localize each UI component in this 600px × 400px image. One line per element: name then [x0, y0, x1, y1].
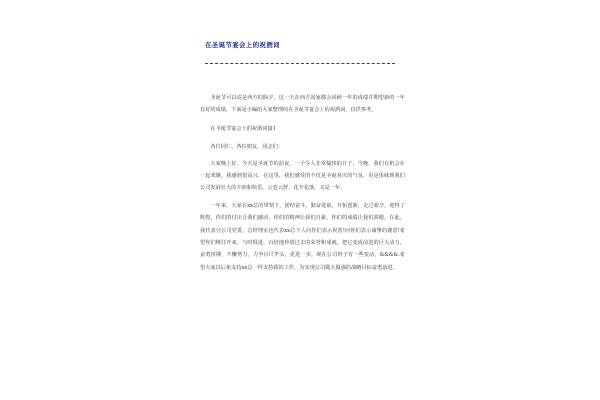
body-paragraph-1: 大家晚上好。今天是圣诞节的前夜，一个令人非常愉快的日子，今晚，我们有机会在一起欢聚，我感到很高兴，在这里，我们感受的不仅是圣诞喜庆的气氛，更是体味到我们公司发展壮大的丰润和快乐。云卷云舒，花开花落，又是一年。 — [200, 160, 405, 192]
section-heading: 在圣诞节宴会上的祝酒词篇1 — [210, 125, 276, 132]
intro-paragraph: 圣诞节可以说是西方的除夕，这一天在西方国家都会回顾一年的成绩并期望新的一年有好的成绩，下面是小编给大家整理的在圣诞节宴会上的祝酒词，仅供参考。 — [200, 95, 405, 114]
document-title: 在圣诞节宴会上的祝酒词 — [205, 41, 280, 49]
body-paragraph-2: 一年来，大家在xx总的带领下，团结奋斗，勤奋进取，开拓创新，走过艰辛，迎得了辉煌，你们的付出让我们感动，你们的精神让我们自豪，你们的成绩让我们骄傲，在此，我代表分公司党委，总经理室也代表xx总个人向你们表示祝贺!向你们表示诚挚的谢意!希望你们继往开来，与时俱进，百倍地珍惜过去的荣誉和成就，把它变成前进的巨大动力，奋勇拼搏，不懈努力，力争百尺竿头，更进一步。现在公司班子有一些变动，&&&&.希望大家以后象支持xx总一样支持我的工作，为实现公司做大做强的战略目标奋勇前进。 — [200, 202, 405, 271]
document-body — [200, 92, 405, 280]
greeting-paragraph: 各位同仁、各位朋友、同志们： — [210, 144, 284, 151]
title-divider — [205, 63, 395, 64]
